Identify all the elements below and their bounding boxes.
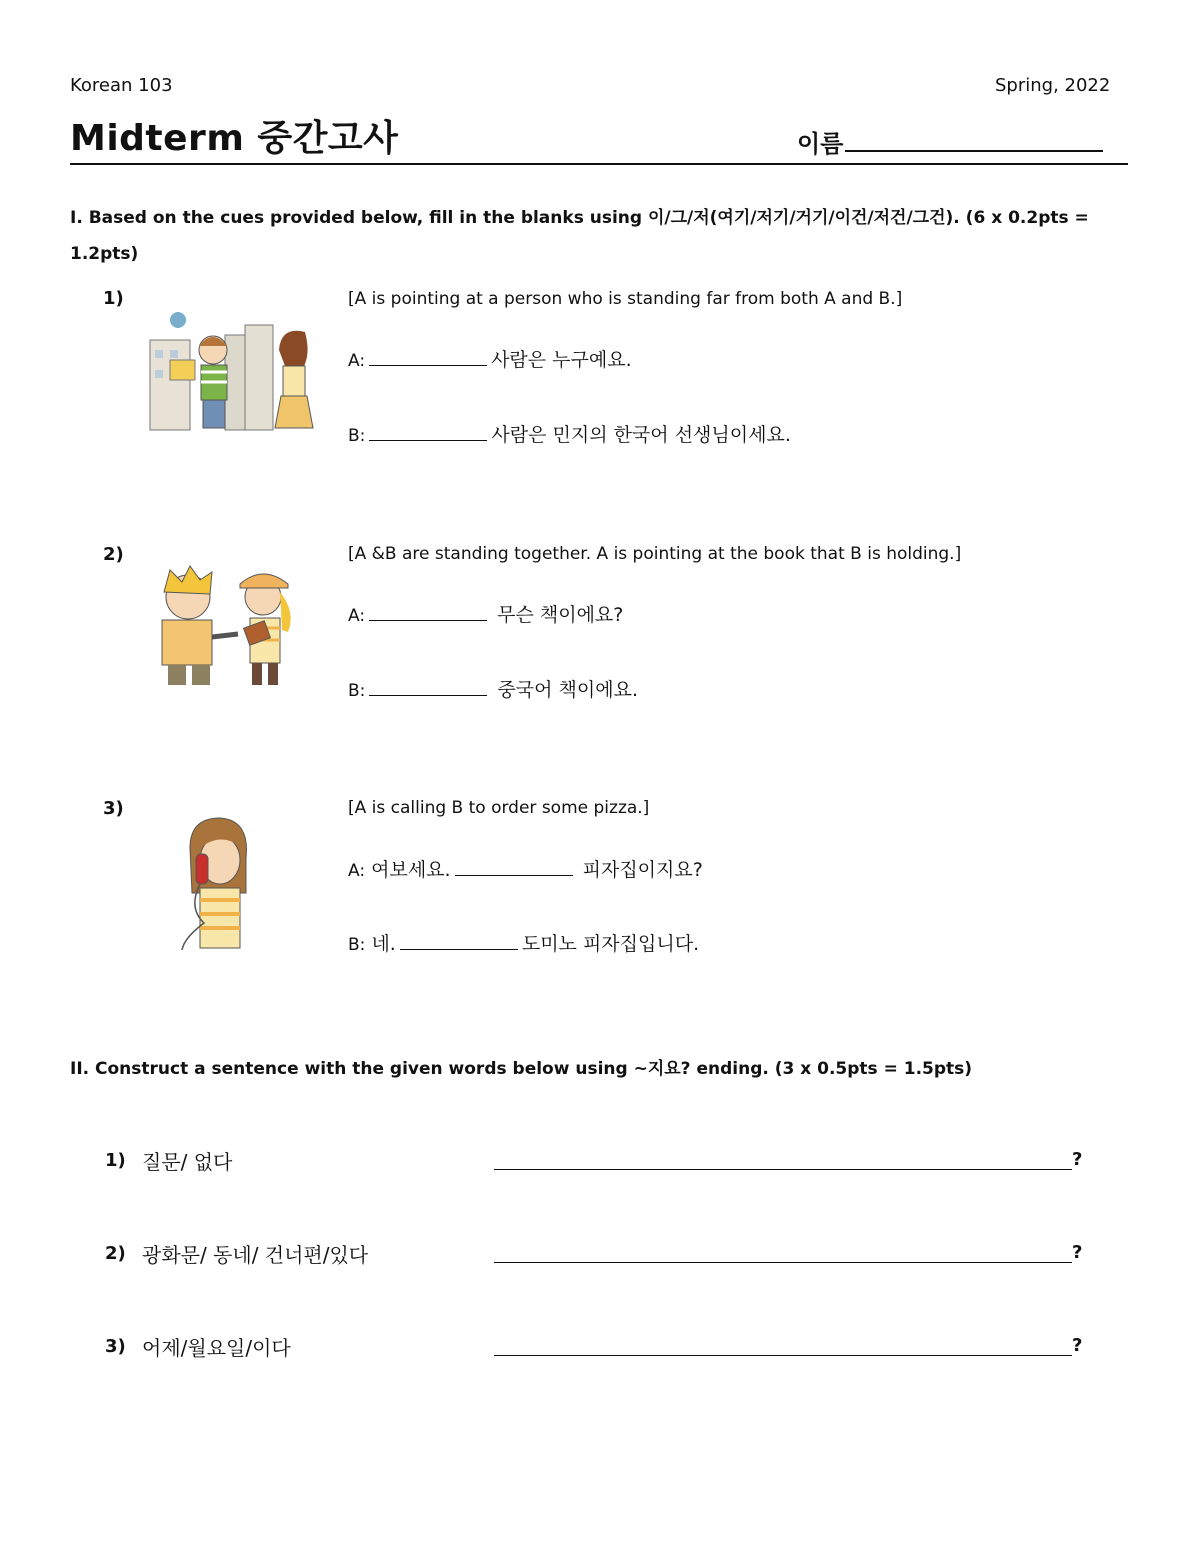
answer-blank[interactable]: [369, 602, 487, 621]
question-2-number: 2): [103, 544, 124, 565]
question-1-line-b: [348, 420, 791, 447]
term-label: Spring, 2022: [995, 75, 1111, 96]
question-3-a-prefix: 여보세요.: [371, 859, 451, 881]
speaker-a-label: A:: [348, 351, 366, 371]
section2-instruction: II. Construct a sentence with the given words below using ~지요? ending. (3 x 0.5pts = 1.5pts): [70, 1059, 973, 1079]
speaker-a-label: A:: [348, 606, 366, 626]
question-2-line-a: [348, 600, 623, 627]
question-3-number: 3): [103, 798, 124, 819]
sentence-1-question-mark: ?: [1072, 1149, 1083, 1170]
answer-blank[interactable]: [369, 422, 487, 441]
section1-instruction: I. Based on the cues provided below, fill in the blanks using 이/그/저(여기/저기/거기/이건/저건/그건). (6 x 0.2pts = 1.2pts): [70, 208, 1089, 264]
sentence-2-question-mark: ?: [1072, 1242, 1083, 1263]
answer-blank[interactable]: [455, 857, 573, 876]
name-label: 이름: [797, 130, 844, 158]
speaker-b-label: B:: [348, 426, 366, 446]
speaker-b-label: B:: [348, 681, 366, 701]
woman-phone-illustration: [178, 818, 253, 953]
sentence-1-words: 질문/ 없다: [142, 1150, 233, 1174]
sentence-2-words: 광화문/ 동네/ 건너편/있다: [142, 1243, 369, 1267]
speaker-a-label: A:: [348, 861, 366, 881]
question-2-cue: [A &B are standing together. A is pointing at the book that B is holding.]: [348, 544, 962, 564]
sentence-3-question-mark: ?: [1072, 1335, 1083, 1356]
speaker-b-label: B:: [348, 935, 366, 955]
sentence-3-words: 어제/월요일/이다: [142, 1336, 291, 1360]
sentence-3-answer-line[interactable]: [494, 1355, 1072, 1356]
sentence-2-number: 2): [105, 1243, 126, 1264]
sentence-2-answer-line[interactable]: [494, 1262, 1072, 1263]
two-people-book-illustration: [148, 562, 308, 687]
sentence-1-number: 1): [105, 1150, 126, 1171]
sentence-1-answer-line[interactable]: [494, 1169, 1072, 1170]
question-3-b-prefix: 네.: [371, 933, 396, 955]
answer-blank[interactable]: [369, 347, 487, 366]
answer-blank[interactable]: [369, 677, 487, 696]
question-2-line-b: [348, 675, 638, 702]
question-3-cue: [A is calling B to order some pizza.]: [348, 798, 650, 818]
question-1-b-text: 사람은 민지의 한국어 선생님이세요.: [491, 424, 791, 446]
page-title: Midterm 중간고사: [70, 118, 399, 159]
header-divider: [70, 163, 1128, 165]
question-1-line-a: [348, 345, 632, 372]
question-2-a-text: 무슨 책이에요?: [497, 604, 624, 626]
question-3-a-text: 피자집이지요?: [582, 859, 703, 881]
question-3-b-text: 도미노 피자집입니다.: [521, 933, 700, 955]
question-1-a-text: 사람은 누구예요.: [491, 349, 632, 371]
sentence-3-number: 3): [105, 1336, 126, 1357]
people-street-illustration: [145, 310, 330, 440]
question-1-cue: [A is pointing at a person who is standing far from both A and B.]: [348, 289, 903, 309]
question-3-line-b: [348, 929, 699, 956]
question-1-number: 1): [103, 288, 124, 309]
name-blank-field[interactable]: [845, 150, 1103, 152]
course-name: Korean 103: [70, 75, 173, 96]
question-2-b-text: 중국어 책이에요.: [497, 679, 638, 701]
question-3-line-a: [348, 855, 703, 882]
answer-blank[interactable]: [400, 931, 518, 950]
